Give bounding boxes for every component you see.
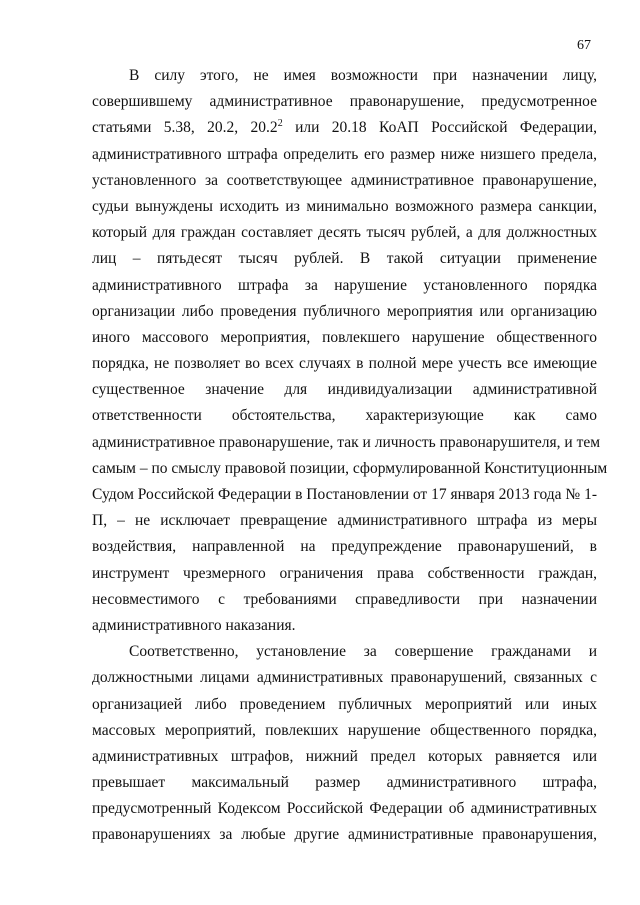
text-line: который для граждан составляет десять тысяч рублей, а для должностных [92,224,597,242]
text-line: лиц – пятьдесят тысяч рублей. В такой ситуации применение [92,250,597,268]
text-line: Соответственно, установление за совершение гражданами и [129,643,597,661]
text-fragment: или 20.18 КоАП Российской Федерации, [282,119,597,137]
text-line: совершившему административное правонарушение, предусмотренное [92,93,597,111]
text-line: организации либо проведения публичного мероприятия или организацию [92,302,597,320]
text-line: существенное значение для индивидуализации административной [92,381,597,399]
text-line: административного наказания. [92,616,296,634]
text-line: В силу этого, не имея возможности при назначении лицу, [129,67,597,84]
text-line: предусмотренный Кодексом Российской Федерации об административных [92,800,597,818]
text-line: административного штрафа за нарушение установленного порядка [92,276,597,294]
text-line-with-superscript [92,115,597,141]
text-line: административного штрафа определить его размер ниже низшего предела, [92,145,597,163]
text-line: порядка, не позволяет во всех случаях в полной мере учесть все имеющие [92,355,597,373]
text-line: П, – не исключает превращение административного штрафа из меры [92,512,597,530]
paragraph [92,63,608,639]
superscript: 2 [277,118,283,130]
text-line: воздействия, направленной на предупреждение правонарушений, в [92,538,597,556]
text-line: судьи вынуждены исходить из минимально возможного размера санкции, [92,197,597,215]
text-line: ответственности обстоятельства, характеризующие как само [92,407,597,425]
text-line: иного массового мероприятия, повлекшего нарушение общественного [92,328,597,346]
text-fragment: статьями 5.38, 20.2, 20.2 [92,119,278,137]
text-line: массовых мероприятий, повлекших нарушение общественного порядка, [92,721,597,739]
text-line: должностными лицами административных правонарушений, связанных с [92,669,597,687]
document-body [92,63,608,849]
text-line: самым – по смыслу правовой позиции, сформулированной Конституционным [92,459,608,477]
paragraph [92,639,597,849]
page-number: 67 [577,38,591,53]
text-line: административное правонарушение, так и личность правонарушителя, и тем [92,433,601,451]
text-line: несовместимого с требованиями справедливости при назначении [92,590,597,608]
text-line: административных штрафов, нижний предел которых равняется или [92,747,597,765]
text-line: организацией либо проведением публичных мероприятий или иных [92,695,597,713]
text-line: превышает максимальный размер административного штрафа, [92,774,597,792]
text-line: правонарушениях за любые другие административные правонарушения, [92,826,597,844]
text-line: Судом Российской Федерации в Постановлении от 17 января 2013 года № 1- [92,486,597,503]
text-line: инструмент чрезмерного ограничения права собственности граждан, [92,564,597,582]
text-line: установленного за соответствующее административное правонарушение, [92,171,597,189]
